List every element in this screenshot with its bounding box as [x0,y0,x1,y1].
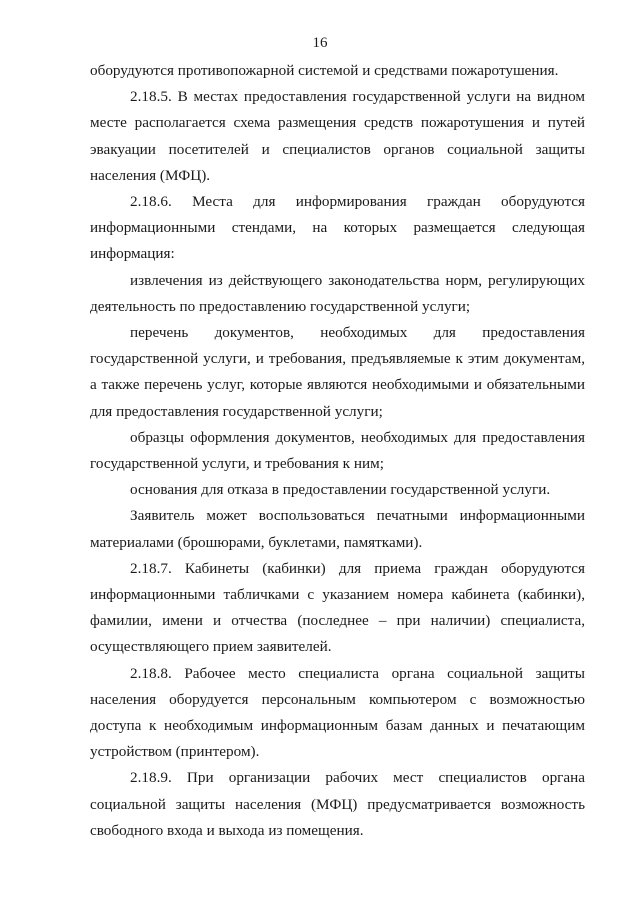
paragraph-2-18-8: 2.18.8. Рабочее место специалиста органа социальной защиты населения оборудуется персональным компьютером с возможностью доступа к необходимым информационным базам данных и печатающим устройством (принтером). [90,664,585,761]
page-number: 16 [312,35,328,51]
list-item-samples: образцы оформления документов, необходимых для предоставления государственной услуги, и требования к ним; [90,428,585,473]
paragraph-2-18-7: 2.18.7. Кабинеты (кабинки) для приема граждан оборудуются информационными табличками с указанием номера кабинета (кабинки), фамилии, имени и отчества (последнее – при наличии) специалиста, осуществляющего прием заявителей. [90,559,585,656]
paragraph-printed-materials: Заявитель может воспользоваться печатными информационными материалами (брошюрами, буклетами, памятками). [90,507,585,551]
paragraph-2-18-5: 2.18.5. В местах предоставления государственной услуги на видном месте располагается схема размещения средств пожаротушения и путей эвакуации посетителей и специалистов органов социальной защиты населения (МФЦ). [90,88,585,184]
paragraph-continuation: оборудуются противопожарной системой и средствами пожаротушения. [90,62,559,79]
document-body [90,58,585,844]
paragraph-2-18-9: 2.18.9. При организации рабочих мест специалистов органа социальной защиты населения (МФЦ) предусматривается возможность свободного входа и выхода из помещения. [90,769,585,839]
list-item-legislation: извлечения из действующего законодательства норм, регулирующих деятельность по предоставлению государственной услуги; [90,271,585,315]
paragraph-2-18-6: 2.18.6. Места для информирования граждан оборудуются информационными стендами, на которых размещается следующая информация: [90,193,585,263]
list-item-documents: перечень документов, необходимых для предоставления государственной услуги, и требования, предъявляемые к этим документам, а также перечень услуг, которые являются необходимыми и обязательными для предоставления государственной услуги; [90,324,585,420]
list-item-refusal-grounds: основания для отказа в предоставлении государственной услуги. [130,481,551,499]
